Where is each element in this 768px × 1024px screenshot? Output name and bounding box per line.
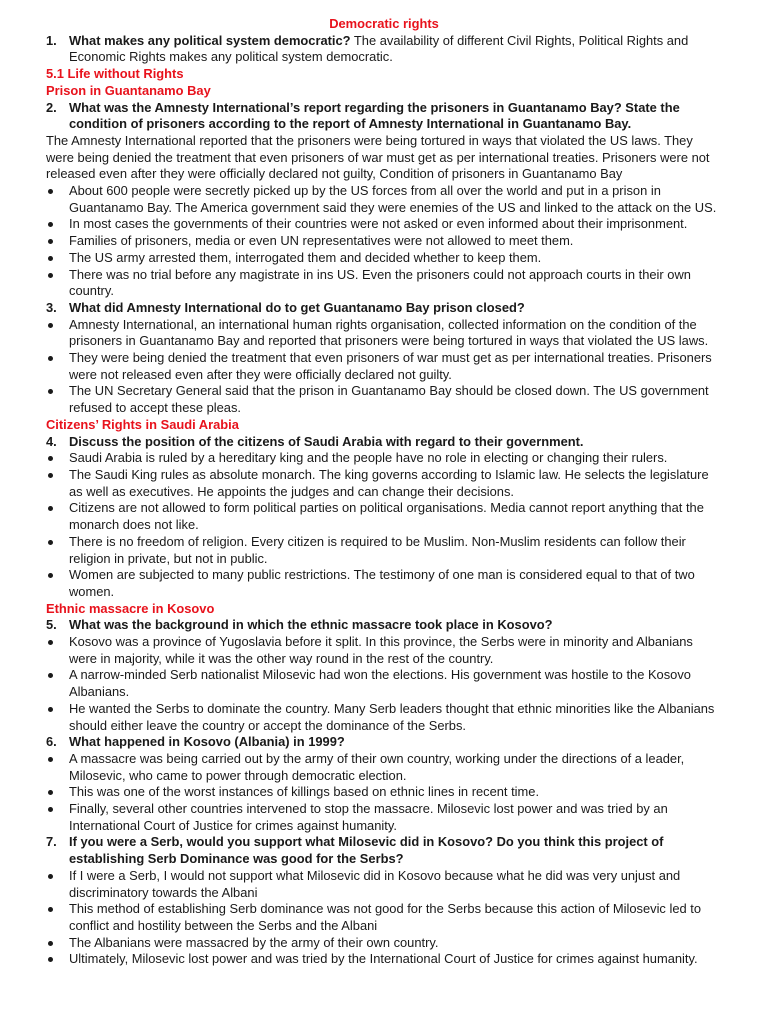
bullet-list-q4 xyxy=(46,450,722,600)
question-number: 2. xyxy=(46,99,57,115)
question-text: What was the Amnesty International’s report regarding the prisoners in Guantanamo Bay? State the condition of prisoners according to the report of Amnesty International in Guantanamo Bay. xyxy=(69,99,680,132)
bullet-list-q2 xyxy=(46,183,722,300)
question-3 xyxy=(46,300,722,317)
list-item: They were being denied the treatment that even prisoners of war must get as per international treaties. Prisoners were not released even after they were officially declared not guilty. xyxy=(46,350,722,383)
question-text: What happened in Kosovo (Albania) in 1999? xyxy=(69,734,345,750)
question-number: 6. xyxy=(46,734,57,750)
list-item: A narrow-minded Serb nationalist Milosevic had won the elections. His government was hostile to the Kosovo Albanians. xyxy=(46,667,722,700)
list-item: This method of establishing Serb dominance was not good for the Serbs because this action of Milosevic led to conflict and hostility between the Serbs and the Albani xyxy=(46,901,722,934)
list-item: There is no freedom of religion. Every citizen is required to be Muslim. Non-Muslim residents can follow their religion in private, but not in public. xyxy=(46,534,722,567)
list-item: Ultimately, Milosevic lost power and was tried by the International Court of Justice for crimes against humanity. xyxy=(46,951,722,968)
subheading-saudi-arabia: Citizens’ Rights in Saudi Arabia xyxy=(46,416,239,432)
list-item: There was no trial before any magistrate in ins US. Even the prisoners could not approach courts in their own country. xyxy=(46,267,722,300)
list-item: The Saudi King rules as absolute monarch. The king governs according to Islamic law. He selects the legislature as well as executives. He appoints the judges and can change their decisions. xyxy=(46,467,722,500)
question-text: If you were a Serb, would you support what Milosevic did in Kosovo? Do you think this project of establishing Serb Dominance was good for the Serbs? xyxy=(69,834,664,867)
question-number: 1. xyxy=(46,32,57,48)
list-item: In most cases the governments of their countries were not asked or even informed about their imprisonment. xyxy=(46,216,722,233)
list-item: About 600 people were secretly picked up by the US forces from all over the world and put in a prison in Guantanamo Bay. The America government said they were enemies of the US and linked to the attack on the US. xyxy=(46,183,722,216)
answer-paragraph: The Amnesty International reported that the prisoners were being tortured in ways that violated the US laws. They were being denied the treatment that even prisoners of war must get as per international treaties. Prisoners were not released even after they were officially declared not guilty, Condition of prisoners in Guantanamo Bay xyxy=(46,132,710,182)
question-text: Discuss the position of the citizens of Saudi Arabia with regard to their government. xyxy=(69,433,584,449)
question-number: 7. xyxy=(46,834,57,850)
section-heading-5-1: 5.1 Life without Rights xyxy=(46,66,184,82)
bullet-list-q3 xyxy=(46,317,722,417)
list-item: Finally, several other countries intervened to stop the massacre. Milosevic lost power and was tried by an International Court of Justice for crimes against humanity. xyxy=(46,801,722,834)
question-7 xyxy=(46,834,722,867)
question-1 xyxy=(46,33,722,66)
question-2 xyxy=(46,100,722,133)
list-item: This was one of the worst instances of killings based on ethnic lines in recent time. xyxy=(46,784,722,801)
list-item: Citizens are not allowed to form political parties on political organisations. Media cannot report anything that the monarch does not like. xyxy=(46,500,722,533)
subheading-guantanamo: Prison in Guantanamo Bay xyxy=(46,82,211,98)
question-5 xyxy=(46,617,722,634)
bullet-list-q7 xyxy=(46,868,722,968)
subheading-kosovo: Ethnic massacre in Kosovo xyxy=(46,600,215,616)
list-item: The UN Secretary General said that the prison in Guantanamo Bay should be closed down. The US government refused to accept these pleas. xyxy=(46,383,722,416)
list-item: Amnesty International, an international human rights organisation, collected information on the condition of the prisoners in Guantanamo Bay and reported that prisoners were being tortured in ways that violated the US laws. xyxy=(46,317,722,350)
question-6 xyxy=(46,734,722,751)
answer-text: The availability of different Civil Rights, Political Rights and Economic Rights makes any political system democratic. xyxy=(69,32,689,65)
list-item: Women are subjected to many public restrictions. The testimony of one man is considered equal to that of two women. xyxy=(46,567,722,600)
list-item: If I were a Serb, I would not support what Milosevic did in Kosovo because what he did was very unjust and discriminatory towards the Albani xyxy=(46,868,722,901)
list-item: The Albanians were massacred by the army of their own country. xyxy=(46,935,722,952)
question-text: What makes any political system democratic? xyxy=(69,32,351,48)
bullet-list-q6 xyxy=(46,751,722,835)
list-item: He wanted the Serbs to dominate the country. Many Serb leaders thought that ethnic minorities like the Albanians should either leave the country or accept the dominance of the Serbs. xyxy=(46,701,722,734)
bullet-list-q5 xyxy=(46,634,722,734)
list-item: A massacre was being carried out by the army of their own country, working under the directions of a leader, Milosevic, who came to power through democratic election. xyxy=(46,751,722,784)
question-4 xyxy=(46,434,722,451)
list-item: Saudi Arabia is ruled by a hereditary king and the people have no role in electing or changing their rulers. xyxy=(46,450,722,467)
list-item: The US army arrested them, interrogated them and decided whether to keep them. xyxy=(46,250,722,267)
question-number: 3. xyxy=(46,299,57,315)
question-text: What was the background in which the ethnic massacre took place in Kosovo? xyxy=(69,617,553,633)
question-text: What did Amnesty International do to get Guantanamo Bay prison closed? xyxy=(69,299,525,315)
list-item: Kosovo was a province of Yugoslavia before it split. In this province, the Serbs were in minority and Albanians were in majority, while it was the other way round in the rest of the country. xyxy=(46,634,722,667)
list-item: Families of prisoners, media or even UN representatives were not allowed to meet them. xyxy=(46,233,722,250)
question-number: 5. xyxy=(46,617,57,633)
page-title: Democratic rights xyxy=(329,16,439,31)
question-number: 4. xyxy=(46,433,57,449)
